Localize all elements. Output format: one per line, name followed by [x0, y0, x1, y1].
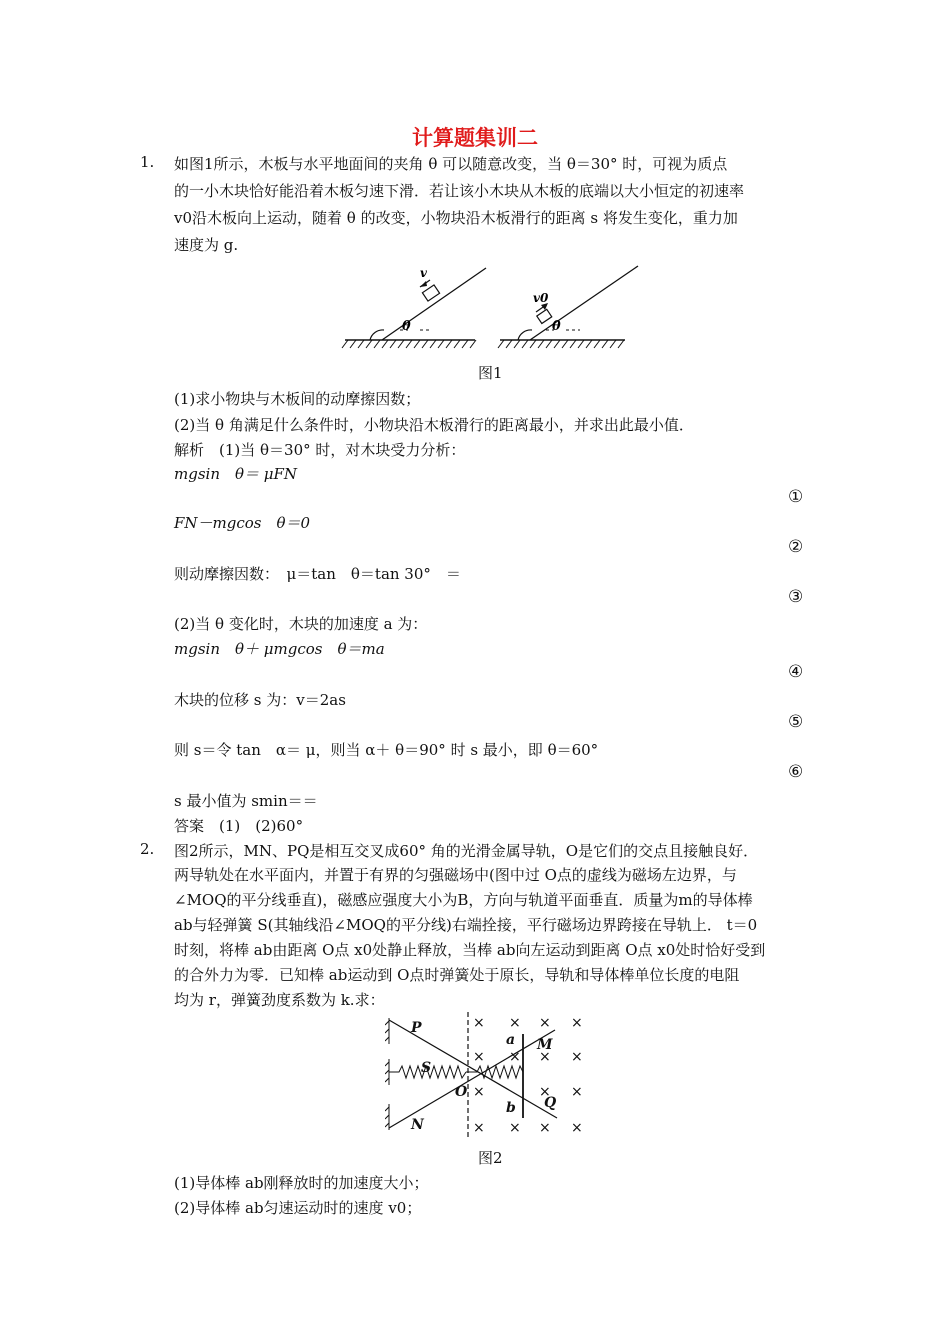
figure-2-rail-diagram — [385, 1012, 595, 1138]
field-cross: × — [571, 1084, 583, 1100]
field-cross: × — [509, 1049, 521, 1065]
figure-2-label-O: O — [455, 1084, 468, 1100]
q1-sub-1: (1)求小物块与木板间的动摩擦因数； — [174, 390, 421, 408]
field-cross: × — [571, 1120, 583, 1136]
answer-line: 答案 (1) (2)60° — [174, 817, 304, 835]
field-cross: × — [473, 1049, 485, 1065]
figure-1-left-theta: θ — [402, 319, 411, 334]
figure-1-right-theta: θ — [552, 319, 561, 334]
figure-1-label-v0: v0 — [533, 291, 549, 305]
q2-line-2: 两导轨处在水平面内，并置于有界的匀强磁场中(图中过 O点的虚线为磁场左边界，与 — [174, 866, 737, 884]
q2-line-5: 时刻，将棒 ab由距离 O点 x0处静止释放，当棒 ab向左运动到距离 O点 x0处时恰好受到 — [174, 941, 766, 959]
page-title: 计算题集训二 — [412, 126, 538, 150]
field-cross: × — [539, 1015, 551, 1031]
equation-mark-6: ⑥ — [788, 762, 804, 782]
field-cross: × — [571, 1049, 583, 1065]
solution-line-7: 木块的位移 s 为：v＝2as — [174, 691, 346, 709]
solution-line-1: 解析 (1)当 θ＝30° 时，对木块受力分析： — [174, 441, 466, 459]
q1-line-1: 如图1所示，木板与水平地面间的夹角 θ 可以随意改变，当 θ＝30° 时，可视为质点 — [174, 155, 728, 173]
equation-mark-1: ① — [788, 487, 804, 507]
solution-line-8: 则 s＝令 tan α＝ μ，则当 α＋ θ＝90° 时 s 最小，即 θ＝60° — [174, 741, 599, 759]
solution-line-2: mgsin θ＝ μFN — [174, 465, 298, 483]
equation-mark-2: ② — [788, 537, 804, 557]
solution-line-4: 则动摩擦因数： μ＝tan θ＝tan 30° ＝ — [174, 565, 461, 583]
field-cross: × — [571, 1015, 583, 1031]
figure-2-label-Q: Q — [544, 1095, 557, 1111]
solution-line-5: (2)当 θ 变化时，木块的加速度 a 为： — [174, 615, 428, 633]
field-cross: × — [473, 1015, 485, 1031]
q1-line-4: 速度为 g. — [174, 236, 239, 254]
equation-mark-4: ④ — [788, 662, 804, 682]
field-cross: × — [473, 1120, 485, 1136]
solution-line-3: FN－mgcos θ＝0 — [174, 514, 311, 532]
solution-line-6: mgsin θ＋ μmgcos θ＝ma — [174, 640, 385, 658]
figure-2-label-b: b — [506, 1100, 516, 1116]
q2-line-3: ∠MOQ的平分线垂直)，磁感应强度大小为B，方向与轨道平面垂直．质量为m的导体棒 — [174, 891, 753, 909]
q2-sub-1: (1)导体棒 ab刚释放时的加速度大小； — [174, 1174, 429, 1192]
q2-line-1: 图2所示，MN、PQ是相互交叉成60° 角的光滑金属导轨，O是它们的交点且接触良好． — [174, 842, 759, 860]
figure-1-incline-diagram — [340, 260, 650, 350]
figure-2-label-N: N — [411, 1117, 424, 1133]
q2-line-6: 的合外力为零．已知棒 ab运动到 O点时弹簧处于原长，导轨和导体棒单位长度的电阻 — [174, 966, 740, 984]
q1-line-3: v0沿木板向上运动，随着 θ 的改变，小物块沿木板滑行的距离 s 将发生变化，重力加 — [174, 209, 738, 227]
figure-2-label-M: M — [537, 1037, 553, 1053]
field-cross: × — [539, 1049, 551, 1065]
solution-line-9: s 最小值为 smin＝＝ — [174, 792, 318, 810]
q2-sub-2: (2)导体棒 ab匀速运动时的速度 v0； — [174, 1199, 422, 1217]
field-cross: × — [509, 1120, 521, 1136]
equation-mark-5: ⑤ — [788, 712, 804, 732]
field-cross: × — [539, 1084, 551, 1100]
figure-2-label-a: a — [506, 1032, 516, 1048]
q2-line-4: ab与轻弹簧 S(其轴线沿∠MOQ的平分线)右端拴接，平行磁场边界跨接在导轨上． t＝0 — [174, 916, 758, 934]
q1-line-2: 的一小木块恰好能沿着木板匀速下滑．若让该小木块从木板的底端以大小恒定的初速率 — [174, 182, 745, 200]
figure-1-caption: 图1 — [478, 364, 503, 382]
q1-number: 1. — [140, 153, 155, 171]
figure-2-caption: 图2 — [478, 1149, 503, 1167]
figure-2-label-S: S — [421, 1060, 432, 1076]
field-cross: × — [473, 1084, 485, 1100]
q2-line-7: 均为 r，弹簧劲度系数为 k.求： — [174, 991, 385, 1009]
field-cross: × — [509, 1015, 521, 1031]
figure-2-label-P: P — [411, 1020, 422, 1036]
q1-sub-2: (2)当 θ 角满足什么条件时，小物块沿木板滑行的距离最小，并求出此最小值． — [174, 416, 694, 434]
figure-1-label-v: v — [420, 266, 427, 280]
equation-mark-3: ③ — [788, 587, 804, 607]
field-cross: × — [539, 1120, 551, 1136]
q2-number: 2. — [140, 840, 155, 858]
